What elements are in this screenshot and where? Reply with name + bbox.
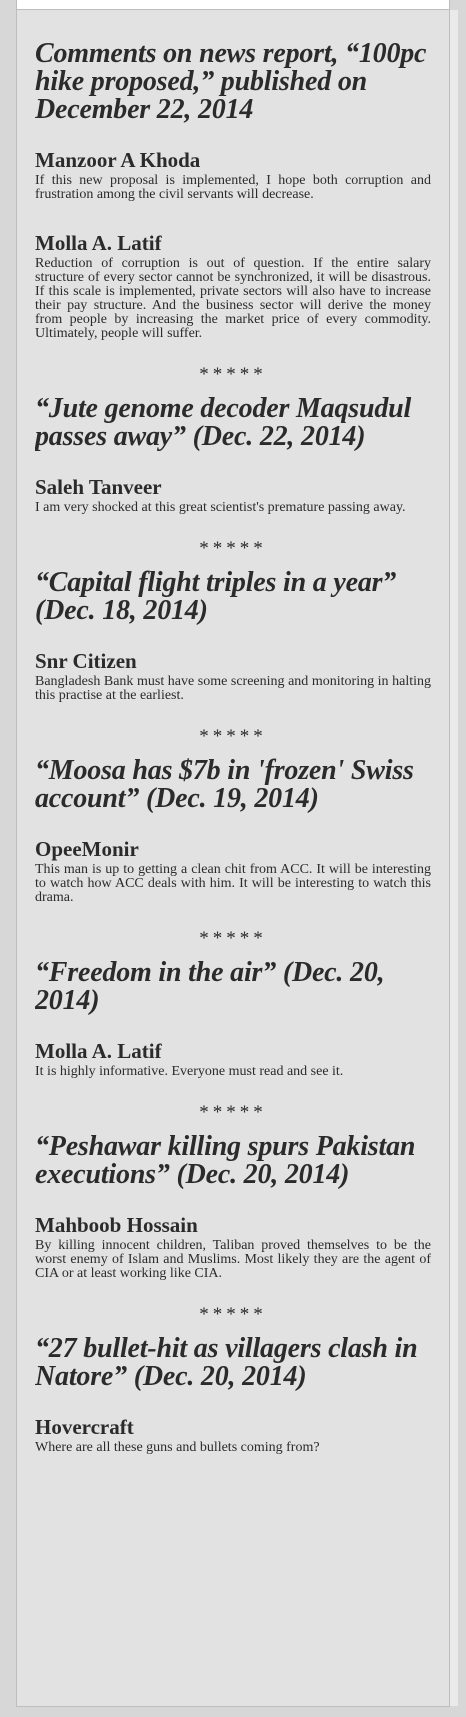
- comment-author: Mahboob Hossain: [35, 1213, 198, 1237]
- comment-item: [35, 650, 431, 703]
- section-title: Comments on news report, “100pc hike proposed,” published on December 22, 2014: [35, 40, 427, 125]
- comment-item: [35, 476, 431, 515]
- section-title: “Peshawar killing spurs Pakistan executions” (Dec. 20, 2014): [35, 1131, 416, 1190]
- section-divider: *****: [199, 538, 267, 559]
- comment-text: Where are all these guns and bullets coming from?: [35, 1440, 320, 1455]
- section-title: “27 bullet-hit as villagers clash in Natore” (Dec. 20, 2014): [35, 1333, 418, 1392]
- comments-content: [35, 40, 431, 1688]
- comment-author: Hovercraft: [35, 1415, 134, 1439]
- section-divider: *****: [199, 928, 267, 949]
- comments-panel: [16, 10, 450, 1707]
- top-white-strip: [16, 0, 450, 10]
- comment-text: By killing innocent children, Taliban proved themselves to be the worst enemy of Islam and Muslims. Most likely they are the agent of CIA or at least working like CIA.: [35, 1238, 431, 1281]
- comment-author: Molla A. Latif: [35, 1039, 162, 1063]
- section-divider: *****: [199, 726, 267, 747]
- comment-text: If this new proposal is implemented, I hope both corruption and frustration among the civil servants will decrease.: [35, 173, 431, 202]
- comment-text: Bangladesh Bank must have some screening and monitoring in halting this practise at the earliest.: [35, 674, 431, 703]
- comment-item: [35, 1040, 431, 1079]
- section-divider: *****: [199, 1102, 267, 1123]
- section-title: “Jute genome decoder Maqsudul passes away” (Dec. 22, 2014): [35, 393, 412, 452]
- comment-item: [35, 838, 431, 905]
- comment-item: [35, 1214, 431, 1281]
- comment-text: I am very shocked at this great scientist's premature passing away.: [35, 500, 406, 515]
- section-title: “Capital flight triples in a year” (Dec. 18, 2014): [35, 567, 397, 626]
- comment-item: [35, 232, 431, 341]
- comment-author: Manzoor A Khoda: [35, 148, 201, 172]
- comment-author: OpeeMonir: [35, 837, 139, 861]
- section-title: “Moosa has $7b in 'frozen' Swiss account” (Dec. 19, 2014): [35, 755, 414, 814]
- comment-author: Molla A. Latif: [35, 231, 162, 255]
- section-divider: *****: [199, 364, 267, 385]
- comment-item: [35, 1416, 431, 1455]
- comment-author: Saleh Tanveer: [35, 475, 162, 499]
- comment-text: This man is up to getting a clean chit from ACC. It will be interesting to watch how ACC deals with him. It will be interesting to watch this drama.: [35, 862, 431, 905]
- comment-item: [35, 149, 431, 202]
- comment-author: Snr Citizen: [35, 649, 137, 673]
- comment-text: It is highly informative. Everyone must read and see it.: [35, 1064, 344, 1079]
- section-divider: *****: [199, 1304, 267, 1325]
- comment-text: Reduction of corruption is out of question. If the entire salary structure of every sector cannot be synchronized, it will be disastrous. If this scale is implemented, private sectors will also have to increase their pay structure. And the business sector will derive the money from people by increasing the market price of every commodity. Ultimately, people will suffer.: [35, 256, 431, 341]
- section-title: “Freedom in the air” (Dec. 20, 2014): [35, 957, 385, 1016]
